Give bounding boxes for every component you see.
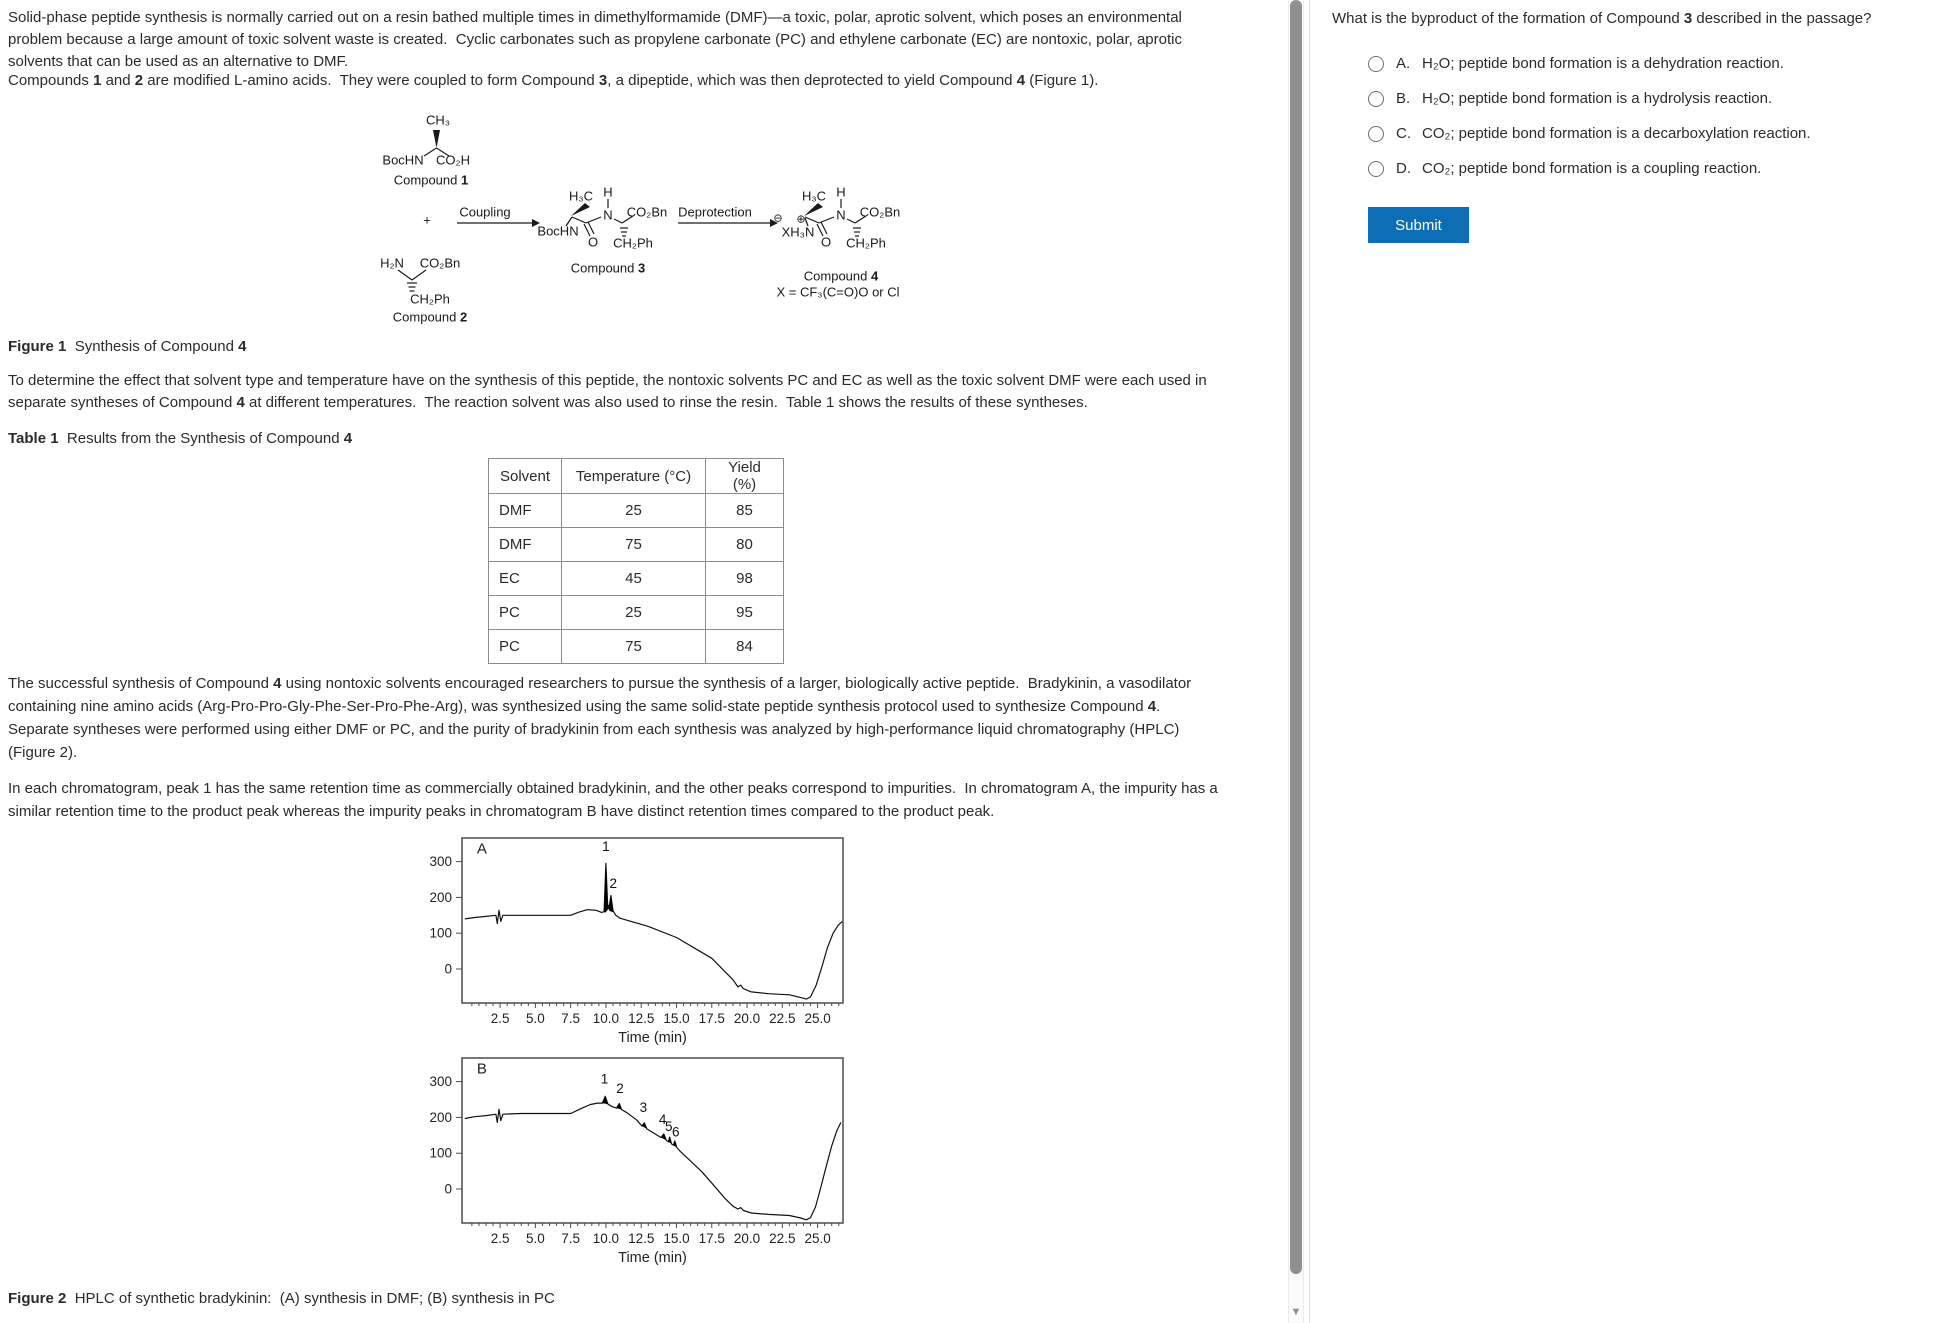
svg-text:15.0: 15.0 bbox=[663, 1011, 690, 1026]
panel-divider bbox=[1309, 0, 1310, 1323]
svg-text:20.0: 20.0 bbox=[733, 1231, 761, 1246]
table-row bbox=[489, 630, 784, 664]
col-header-temperature: Temperature (°C) bbox=[562, 459, 706, 494]
compound1-caption: Compound 1 bbox=[393, 172, 469, 188]
compound4-h-label: H bbox=[836, 184, 846, 200]
chromatogram-b bbox=[410, 1056, 860, 1272]
svg-text:300: 300 bbox=[429, 854, 452, 870]
cell-solvent: EC bbox=[489, 562, 562, 596]
option-d-row[interactable] bbox=[1368, 151, 1811, 186]
compound4-o-label: O bbox=[820, 234, 832, 250]
cell-temperature: 75 bbox=[562, 528, 706, 562]
compound3-h3c-label: H₃C bbox=[568, 188, 594, 204]
table-header-row bbox=[489, 459, 784, 494]
svg-text:15.0: 15.0 bbox=[663, 1231, 690, 1246]
svg-text:B: B bbox=[476, 1060, 487, 1078]
table1-caption: Table 1 Results from the Synthesis of Compound 4 bbox=[8, 430, 353, 447]
svg-text:100: 100 bbox=[429, 925, 452, 941]
svg-text:4: 4 bbox=[658, 1111, 667, 1127]
cell-yield: 98 bbox=[706, 562, 784, 596]
option-b-row[interactable] bbox=[1368, 81, 1811, 116]
plus-sign: + bbox=[423, 212, 431, 228]
svg-text:1: 1 bbox=[600, 1071, 609, 1087]
svg-text:10.0: 10.0 bbox=[592, 1231, 620, 1246]
svg-text:A: A bbox=[476, 840, 487, 858]
table-row bbox=[489, 596, 784, 630]
table1-results bbox=[488, 458, 784, 664]
chromatogram-a bbox=[410, 836, 860, 1052]
svg-text:2.5: 2.5 bbox=[490, 1231, 510, 1246]
cell-solvent: DMF bbox=[489, 528, 562, 562]
svg-text:10.0: 10.0 bbox=[592, 1011, 620, 1026]
compound1-bochn-label: BocHN bbox=[382, 152, 424, 168]
compound4-minus-charge-icon: ⊖ bbox=[773, 212, 783, 225]
compound4-x-definition: X = CF₃(C=O)O or Cl bbox=[776, 284, 900, 300]
svg-text:2: 2 bbox=[609, 876, 618, 892]
svg-text:100: 100 bbox=[429, 1145, 452, 1161]
col-header-yield: Yield (%) bbox=[706, 459, 784, 494]
passage-paragraph-1: Solid-phase peptide synthesis is normally carried out on a resin bathed multiple times in dimethylformamide (DMF)—a toxic, polar, aprotic solvent, which poses an environmental problem because a large amount of toxic solvent waste is created. Cyclic carbonates such as propylene carbonate (PC) and ethylene carbonate (EC) are nontoxic, polar, aprotic solvents that can be used as an alternative to DMF. bbox=[8, 9, 1187, 70]
svg-text:2: 2 bbox=[616, 1081, 624, 1097]
cell-yield: 80 bbox=[706, 528, 784, 562]
option-c-text: CO₂; peptide bond formation is a decarboxylation reaction. bbox=[1422, 125, 1811, 142]
cell-solvent: PC bbox=[489, 596, 562, 630]
option-b-letter: B. bbox=[1396, 90, 1411, 107]
svg-text:22.5: 22.5 bbox=[769, 1231, 796, 1246]
submit-button[interactable]: Submit bbox=[1368, 207, 1469, 243]
table-row bbox=[489, 494, 784, 528]
passage-paragraph-4: The successful synthesis of Compound 4 using nontoxic solvents encouraged researchers to pursue the synthesis of a larger, biologically active peptide. Bradykinin, a vasodilator containing nine amino acids (Arg-Pro-Pro-Gly-Phe-Ser-Pro-Phe-Arg), was synthesized using the same solid-state peptide synthesis protocol used to synthesize Compound 4. Separate syntheses were performed using either DMF or PC, and the purity of bradykinin from each synthesis was analyzed by high-performance liquid chromatography (HPLC) (Figure 2). bbox=[8, 675, 1196, 761]
svg-text:7.5: 7.5 bbox=[561, 1011, 581, 1026]
cell-solvent: PC bbox=[489, 630, 562, 664]
svg-text:17.5: 17.5 bbox=[698, 1011, 725, 1026]
compound4-plus-charge-icon: ⊕ bbox=[796, 213, 806, 226]
option-c-letter: C. bbox=[1396, 125, 1411, 142]
option-a-letter: A. bbox=[1396, 55, 1411, 72]
table-row bbox=[489, 528, 784, 562]
compound3-o-label: O bbox=[587, 234, 599, 250]
compound4-co2bn-label: CO₂Bn bbox=[859, 204, 901, 220]
compound3-h-label: H bbox=[603, 184, 613, 200]
cell-yield: 85 bbox=[706, 494, 784, 528]
cell-temperature: 45 bbox=[562, 562, 706, 596]
svg-text:0: 0 bbox=[444, 1181, 452, 1197]
svg-text:200: 200 bbox=[429, 889, 452, 905]
svg-text:6: 6 bbox=[672, 1124, 680, 1140]
compound3-co2bn-label: CO₂Bn bbox=[626, 204, 668, 220]
option-b-text: H₂O; peptide bond formation is a hydrolysis reaction. bbox=[1422, 90, 1773, 107]
svg-text:5.0: 5.0 bbox=[525, 1231, 545, 1246]
passage-paragraph-5: In each chromatogram, peak 1 has the same retention time as commercially obtained bradykinin, and the other peaks correspond to impurities. In chromatogram A, the impurity has a similar retention time to the product peak whereas the impurity peaks in chromatogram B have distinct retention times compared to the product peak. bbox=[8, 780, 1222, 820]
svg-text:25.0: 25.0 bbox=[804, 1231, 831, 1246]
radio-option-b[interactable] bbox=[1368, 91, 1384, 107]
compound4-h3c-label: H₃C bbox=[801, 188, 827, 204]
cell-yield: 95 bbox=[706, 596, 784, 630]
compound1-ch3-label: CH₃ bbox=[425, 112, 451, 128]
svg-text:25.0: 25.0 bbox=[804, 1011, 831, 1026]
svg-text:2.5: 2.5 bbox=[490, 1011, 510, 1026]
answer-options bbox=[1368, 46, 1811, 186]
compound2-ch2ph-label: CH₂Ph bbox=[410, 291, 450, 307]
cell-solvent: DMF bbox=[489, 494, 562, 528]
svg-text:20.0: 20.0 bbox=[733, 1011, 761, 1026]
compound2-h2n-label: H₂N bbox=[380, 255, 404, 271]
passage-paragraph-2: Compounds 1 and 2 are modified L-amino acids. They were coupled to form Compound 3, a dipeptide, which was then deprotected to yield Compound 4 (Figure 1). bbox=[8, 72, 1099, 89]
radio-option-d[interactable] bbox=[1368, 161, 1384, 177]
compound4-xh3n-label: XH₃N bbox=[781, 224, 815, 240]
compound3-ch2ph-label: CH₂Ph bbox=[613, 235, 653, 251]
svg-text:Time (min): Time (min) bbox=[618, 1250, 687, 1266]
deprotection-arrow-label: Deprotection bbox=[678, 204, 752, 220]
option-c-row[interactable] bbox=[1368, 116, 1811, 151]
col-header-solvent: Solvent bbox=[489, 459, 562, 494]
cell-temperature: 25 bbox=[562, 494, 706, 528]
cell-temperature: 25 bbox=[562, 596, 706, 630]
radio-option-c[interactable] bbox=[1368, 126, 1384, 142]
table-row bbox=[489, 562, 784, 596]
question-text: What is the byproduct of the formation of Compound 3 described in the passage? bbox=[1332, 10, 1872, 27]
svg-text:17.5: 17.5 bbox=[698, 1231, 725, 1246]
passage-scrollbar-thumb[interactable] bbox=[1290, 0, 1302, 1274]
figure1-caption: Figure 1 Synthesis of Compound 4 bbox=[8, 338, 247, 355]
radio-option-a[interactable] bbox=[1368, 56, 1384, 72]
svg-text:22.5: 22.5 bbox=[769, 1011, 796, 1026]
scroll-down-icon[interactable]: ▼ bbox=[1290, 1306, 1302, 1318]
compound1-co2h-label: CO₂H bbox=[436, 152, 470, 168]
svg-text:300: 300 bbox=[429, 1074, 452, 1090]
compound4-n-label: N bbox=[836, 207, 846, 223]
svg-text:5: 5 bbox=[664, 1119, 673, 1135]
svg-text:12.5: 12.5 bbox=[628, 1011, 655, 1026]
svg-text:0: 0 bbox=[444, 961, 452, 977]
figure2-caption: Figure 2 HPLC of synthetic bradykinin: (A) synthesis in DMF; (B) synthesis in PC bbox=[8, 1290, 555, 1307]
compound2-caption: Compound 2 bbox=[392, 309, 468, 325]
svg-text:1: 1 bbox=[602, 838, 610, 854]
compound3-caption: Compound 3 bbox=[570, 260, 646, 276]
svg-text:Time (min): Time (min) bbox=[618, 1030, 687, 1046]
svg-text:3: 3 bbox=[639, 1100, 648, 1116]
compound4-ch2ph-label: CH₂Ph bbox=[846, 235, 886, 251]
compound4-caption: Compound 4 bbox=[803, 268, 879, 284]
compound3-n-label: N bbox=[603, 207, 613, 223]
svg-text:200: 200 bbox=[429, 1109, 452, 1125]
option-d-letter: D. bbox=[1396, 160, 1411, 177]
option-a-row[interactable] bbox=[1368, 46, 1811, 81]
compound2-co2bn-label: CO₂Bn bbox=[419, 255, 461, 271]
figure1-reaction-scheme bbox=[300, 92, 990, 334]
option-d-text: CO₂; peptide bond formation is a coupling reaction. bbox=[1422, 160, 1762, 177]
svg-text:7.5: 7.5 bbox=[561, 1231, 581, 1246]
svg-text:5.0: 5.0 bbox=[525, 1011, 545, 1026]
coupling-arrow-label: Coupling bbox=[459, 204, 511, 220]
cell-temperature: 75 bbox=[562, 630, 706, 664]
svg-text:12.5: 12.5 bbox=[628, 1231, 655, 1246]
cell-yield: 84 bbox=[706, 630, 784, 664]
passage-paragraph-3: To determine the effect that solvent type and temperature have on the synthesis of this peptide, the nontoxic solvents PC and EC as well as the toxic solvent DMF were each used in separate syntheses of Compound 4 at different temperatures. The reaction solvent was also used to rinse the resin. Table 1 shows the results of these syntheses. bbox=[8, 372, 1211, 411]
option-a-text: H₂O; peptide bond formation is a dehydration reaction. bbox=[1422, 55, 1784, 72]
compound3-bochn-label: BocHN bbox=[537, 223, 579, 239]
